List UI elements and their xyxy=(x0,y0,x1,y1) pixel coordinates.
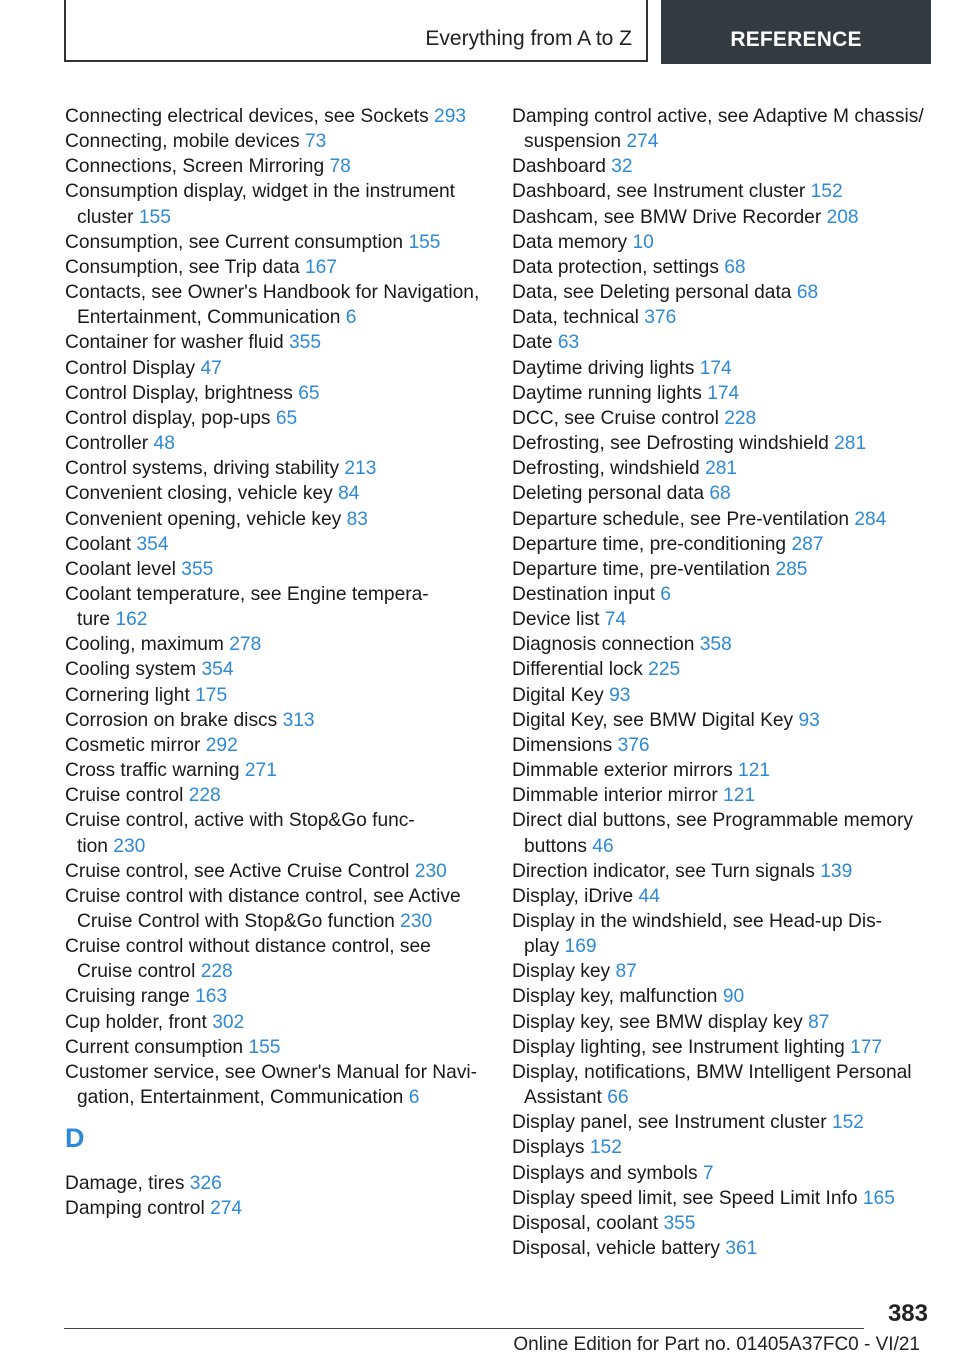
index-entry xyxy=(512,557,932,582)
page-reference-link[interactable]: 228 xyxy=(188,785,221,807)
page-reference-link[interactable]: 6 xyxy=(660,583,671,605)
index-entry-text: Assistant xyxy=(524,1087,602,1109)
index-entry xyxy=(512,657,932,682)
page-reference-link[interactable]: 162 xyxy=(115,609,148,631)
index-entry xyxy=(512,255,932,280)
index-entry xyxy=(512,1010,932,1035)
page-reference-link[interactable]: 361 xyxy=(725,1238,758,1260)
index-entry-text: Date xyxy=(512,332,553,354)
index-entry-text: Cup holder, front xyxy=(65,1011,207,1033)
index-entry xyxy=(512,305,932,330)
page-reference-link[interactable]: 6 xyxy=(345,307,357,329)
page-reference-link[interactable]: 287 xyxy=(791,533,824,555)
page-reference-link[interactable]: 278 xyxy=(229,634,262,656)
index-entry-text: Cruise control xyxy=(65,785,184,807)
index-entry-text: Display panel, see Instrument cluster xyxy=(512,1112,827,1134)
index-entry-text: Data, technical xyxy=(512,307,639,329)
index-entry-text: Diagnosis connection xyxy=(512,634,695,656)
page-reference-link[interactable]: 155 xyxy=(138,206,171,228)
index-entry xyxy=(512,456,932,481)
index-entry xyxy=(65,859,485,884)
index-entry xyxy=(512,909,932,959)
index-entry xyxy=(65,1035,485,1060)
index-entry-text: Destination input xyxy=(512,583,655,605)
index-entry-text: Display, iDrive xyxy=(512,885,634,907)
page-reference-link[interactable]: 48 xyxy=(153,433,175,455)
page-reference-link[interactable]: 284 xyxy=(854,508,887,530)
index-entry-text: Cross traffic warning xyxy=(65,760,240,782)
page-reference-link[interactable]: 355 xyxy=(181,558,214,580)
edition-footer: Online Edition for Part no. 01405A37FC0 - VI/21 xyxy=(513,1334,920,1355)
page-reference-link[interactable]: 93 xyxy=(798,709,820,731)
page-number: 383 xyxy=(887,1300,928,1327)
page-reference-link[interactable]: 65 xyxy=(275,407,298,429)
index-entry-text: Convenient closing, vehicle key xyxy=(65,483,333,505)
page-reference-link[interactable]: 90 xyxy=(722,986,745,1008)
index-entry xyxy=(65,1196,485,1221)
index-entry xyxy=(65,808,485,858)
index-entry-text: Controller xyxy=(65,433,149,455)
index-entry xyxy=(512,683,932,708)
index-entry xyxy=(512,406,932,431)
page-reference-link[interactable]: 174 xyxy=(707,382,740,404)
page-header xyxy=(64,0,931,64)
index-column-left xyxy=(65,104,485,1222)
page-reference-link[interactable]: 87 xyxy=(615,961,637,983)
page-reference-link[interactable]: 169 xyxy=(564,936,597,958)
page-reference-link[interactable]: 155 xyxy=(408,231,441,253)
index-entry-text: Consumption, see Current consumption xyxy=(65,231,404,253)
index-entry-text: Daytime driving lights xyxy=(512,357,695,379)
index-entry-text: Dashcam, see BMW Drive Recorder xyxy=(512,206,822,228)
page-reference-link[interactable]: 155 xyxy=(248,1036,281,1058)
index-entry-text: Convenient opening, vehicle key xyxy=(65,508,342,530)
index-entry xyxy=(512,984,932,1009)
page-reference-link[interactable]: 165 xyxy=(862,1187,895,1209)
index-entry xyxy=(512,154,932,179)
index-entry-text: Defrosting, windshield xyxy=(512,458,700,480)
index-entry xyxy=(512,230,932,255)
page-reference-link[interactable]: 292 xyxy=(205,734,238,756)
index-entry xyxy=(65,154,485,179)
index-column-right xyxy=(512,104,932,1261)
index-entry xyxy=(65,431,485,456)
index-entry-text: Container for washer fluid xyxy=(65,332,284,354)
page-reference-link[interactable]: 326 xyxy=(189,1173,222,1195)
index-entry xyxy=(512,1236,932,1261)
page-reference-link[interactable]: 358 xyxy=(699,634,732,656)
index-entry-text: Corrosion on brake discs xyxy=(65,709,278,731)
index-entry-text: Differential lock xyxy=(512,659,643,681)
page-reference-link[interactable]: 354 xyxy=(201,659,234,681)
page-reference-link[interactable]: 376 xyxy=(644,307,677,329)
page-reference-link[interactable]: 139 xyxy=(820,860,853,882)
index-entry xyxy=(512,783,932,808)
index-entry xyxy=(65,255,485,280)
index-entry xyxy=(65,557,485,582)
header-frame xyxy=(64,0,648,62)
index-entry xyxy=(65,758,485,783)
index-entry-text: Control Display, brightness xyxy=(65,382,293,404)
index-entry xyxy=(65,1060,485,1110)
index-entry xyxy=(65,280,485,330)
index-entry-text: Coolant temperature, see Engine tempera- xyxy=(65,583,429,605)
index-entry-text: Display in the windshield, see Head-up Dis- xyxy=(512,911,883,932)
index-entry-text: Dashboard xyxy=(512,156,606,178)
index-entry-text: gation, Entertainment, Communication xyxy=(77,1087,404,1109)
page-reference-link[interactable]: 175 xyxy=(195,684,228,706)
index-entry xyxy=(512,179,932,204)
index-letter-heading: D xyxy=(65,1123,85,1154)
page-reference-link[interactable]: 281 xyxy=(834,433,867,455)
page-reference-link[interactable]: 68 xyxy=(724,256,746,278)
section-title: Everything from A to Z xyxy=(425,27,632,50)
index-entry-text: Consumption display, widget in the instrument xyxy=(65,181,455,203)
index-entry-text: Connecting electrical devices, see Sockets xyxy=(65,106,429,127)
index-entry-text: Cruise control with distance control, see Active xyxy=(65,885,461,907)
index-entry-text: Data protection, settings xyxy=(512,256,719,278)
index-entry xyxy=(512,632,932,657)
page-reference-link[interactable]: 228 xyxy=(724,407,757,429)
page-reference-link[interactable]: 93 xyxy=(609,684,631,706)
page-reference-link[interactable]: 44 xyxy=(638,885,660,907)
index-entry-text: Dimmable interior mirror xyxy=(512,785,718,807)
page-reference-link[interactable]: 74 xyxy=(604,609,627,631)
footer-divider xyxy=(64,1328,864,1329)
page-reference-link[interactable]: 302 xyxy=(212,1011,245,1033)
index-entry xyxy=(65,330,485,355)
index-entry xyxy=(512,582,932,607)
index-entry xyxy=(512,758,932,783)
page-reference-link[interactable]: 230 xyxy=(400,911,433,932)
index-entry-text: Control display, pop-ups xyxy=(65,407,271,429)
page-reference-link[interactable]: 376 xyxy=(617,734,650,756)
page-reference-link[interactable]: 65 xyxy=(298,382,320,404)
index-entry xyxy=(65,783,485,808)
page-reference-link[interactable]: 47 xyxy=(200,357,222,379)
index-entry-text: Current consumption xyxy=(65,1036,244,1058)
index-entry xyxy=(512,532,932,557)
page-reference-link[interactable]: 281 xyxy=(705,458,738,480)
index-entry-text: Direction indicator, see Turn signals xyxy=(512,860,815,882)
index-entry-text: Departure time, pre-conditioning xyxy=(512,533,787,555)
index-entry-text: Damping control xyxy=(65,1198,205,1220)
page-reference-link[interactable]: 121 xyxy=(738,760,771,782)
page-reference-link[interactable]: 274 xyxy=(210,1198,243,1220)
index-entry xyxy=(512,104,932,154)
page-reference-link[interactable]: 163 xyxy=(195,986,228,1008)
index-entry-text: Direct dial buttons, see Programmable memory xyxy=(512,810,913,832)
index-entry-text: Connecting, mobile devices xyxy=(65,131,300,153)
index-entry-text: Data, see Deleting personal data xyxy=(512,282,792,304)
page-reference-link[interactable]: 271 xyxy=(244,760,277,782)
page-reference-link[interactable]: 285 xyxy=(775,558,808,580)
page-reference-link[interactable]: 274 xyxy=(626,131,659,153)
index-entry xyxy=(512,1211,932,1236)
index-entry xyxy=(512,1186,932,1211)
index-entry xyxy=(512,708,932,733)
index-entry xyxy=(65,104,485,129)
index-entry xyxy=(512,280,932,305)
index-entry xyxy=(65,1010,485,1035)
index-entry-text: Departure schedule, see Pre-ventilation xyxy=(512,508,850,530)
index-entry xyxy=(512,381,932,406)
page-reference-link[interactable]: 87 xyxy=(808,1011,830,1033)
index-entry xyxy=(512,1161,932,1186)
index-entry xyxy=(65,708,485,733)
index-entry xyxy=(512,959,932,984)
index-entry xyxy=(65,456,485,481)
index-entry-text: Connections, Screen Mirroring xyxy=(65,156,325,178)
index-entry xyxy=(65,934,485,984)
index-entry-text: Dashboard, see Instrument cluster xyxy=(512,181,806,203)
index-entry-text: Dimmable exterior mirrors xyxy=(512,760,733,782)
index-entry-text: Data memory xyxy=(512,231,628,253)
index-entry-text: Coolant xyxy=(65,533,132,555)
index-entry xyxy=(512,1035,932,1060)
index-entry-text: Control systems, driving stability xyxy=(65,458,340,480)
page-reference-link[interactable]: 73 xyxy=(305,131,327,153)
index-entry-text: Display key, see BMW display key xyxy=(512,1011,803,1033)
index-entry xyxy=(65,230,485,255)
reference-tab-label: REFERENCE xyxy=(730,28,862,51)
index-entry xyxy=(512,481,932,506)
index-entry xyxy=(65,406,485,431)
index-entry-text: Daytime running lights xyxy=(512,382,702,404)
index-entry-text: suspension xyxy=(524,131,622,153)
index-entry xyxy=(65,683,485,708)
index-entry-text: Cooling, maximum xyxy=(65,634,224,656)
page-reference-link[interactable]: 230 xyxy=(414,860,447,882)
page-reference-link[interactable]: 68 xyxy=(709,483,731,505)
page-reference-link[interactable]: 83 xyxy=(346,508,368,530)
index-entry-text: Display speed limit, see Speed Limit Info xyxy=(512,1187,858,1209)
index-entry xyxy=(512,431,932,456)
index-entry xyxy=(65,179,485,229)
index-entry-text: Customer service, see Owner's Manual for Navi- xyxy=(65,1061,478,1083)
index-entry-text: Damping control active, see Adaptive M chassis/ xyxy=(512,106,924,127)
index-entry-text: Coolant level xyxy=(65,558,176,580)
page-reference-link[interactable]: 225 xyxy=(648,659,681,681)
index-entry-text: Departure time, pre-ventilation xyxy=(512,558,771,580)
index-entry-text: Disposal, vehicle battery xyxy=(512,1238,720,1260)
index-entry xyxy=(512,1060,932,1110)
index-entry xyxy=(65,984,485,1009)
index-entry-text: cluster xyxy=(77,206,134,228)
index-entry-text: Cornering light xyxy=(65,684,190,706)
index-entry xyxy=(65,733,485,758)
index-entry xyxy=(65,582,485,632)
index-entry-text: Contacts, see Owner's Handbook for Navigation, xyxy=(65,282,480,304)
index-entry-text: Damage, tires xyxy=(65,1173,185,1195)
index-entry-text: Dimensions xyxy=(512,734,613,756)
index-entry-text: Defrosting, see Defrosting windshield xyxy=(512,433,829,455)
index-entry xyxy=(512,733,932,758)
page-reference-link[interactable]: 354 xyxy=(136,533,169,555)
index-entry-text: Device list xyxy=(512,609,600,631)
page-reference-link[interactable]: 6 xyxy=(408,1087,420,1109)
index-entry-text: tion xyxy=(77,835,108,857)
index-entry xyxy=(65,532,485,557)
page-reference-link[interactable]: 121 xyxy=(723,785,756,807)
index-entry-text: DCC, see Cruise control xyxy=(512,407,719,429)
index-entry-text: Cruise control, active with Stop&Go func- xyxy=(65,810,415,832)
index-entry xyxy=(512,808,932,858)
index-entry-text: Cruise control without distance control, see xyxy=(65,936,431,958)
index-entry-text: Display key xyxy=(512,961,611,983)
index-entry xyxy=(65,481,485,506)
index-entry-text: Displays and symbols xyxy=(512,1162,698,1184)
index-entry xyxy=(65,381,485,406)
page-reference-link[interactable]: 228 xyxy=(200,961,233,983)
index-entry-text: buttons xyxy=(524,835,587,857)
index-entry xyxy=(65,657,485,682)
page-reference-link[interactable]: 152 xyxy=(831,1112,864,1134)
index-entry xyxy=(512,1135,932,1160)
index-entry-text: Display, notifications, BMW Intelligent Personal xyxy=(512,1061,912,1083)
index-entry xyxy=(65,356,485,381)
page-reference-link[interactable]: 208 xyxy=(826,206,859,228)
page-reference-link[interactable]: 167 xyxy=(305,256,338,278)
index-entry xyxy=(65,1171,485,1196)
index-entry-text: Display lighting, see Instrument lighting xyxy=(512,1036,845,1058)
index-entry xyxy=(65,884,485,934)
page-reference-link[interactable]: 10 xyxy=(632,231,654,253)
index-entry-text: Cosmetic mirror xyxy=(65,734,201,756)
index-entry-text: Cruise Control with Stop&Go function xyxy=(77,911,395,932)
page-reference-link[interactable]: 355 xyxy=(663,1212,696,1234)
index-entry-text: Cruising range xyxy=(65,986,190,1008)
index-entry-text: Entertainment, Communication xyxy=(77,307,341,329)
index-entry xyxy=(512,607,932,632)
index-entry-text: Digital Key xyxy=(512,684,604,706)
page-reference-link[interactable]: 78 xyxy=(329,156,351,178)
index-entry xyxy=(512,1110,932,1135)
page-reference-link[interactable]: 7 xyxy=(702,1162,714,1184)
index-entry-text: Cruise control xyxy=(77,961,196,983)
index-entry-text: Disposal, coolant xyxy=(512,1212,659,1234)
index-entry-text: Displays xyxy=(512,1137,585,1159)
page-reference-link[interactable]: 174 xyxy=(699,357,732,379)
index-entry-text: Control Display xyxy=(65,357,196,379)
page-reference-link[interactable]: 152 xyxy=(589,1137,622,1159)
page-reference-link[interactable]: 355 xyxy=(288,332,321,354)
index-entry-text: Consumption, see Trip data xyxy=(65,256,300,278)
page-reference-link[interactable]: 152 xyxy=(810,181,843,203)
index-entry-text: Digital Key, see BMW Digital Key xyxy=(512,709,794,731)
page-reference-link[interactable]: 230 xyxy=(113,835,146,857)
page-reference-link[interactable]: 46 xyxy=(592,835,614,857)
index-entry xyxy=(65,507,485,532)
page-reference-link[interactable]: 213 xyxy=(344,458,377,480)
page-reference-link[interactable]: 66 xyxy=(607,1087,629,1109)
reference-tab xyxy=(661,0,931,64)
index-entry xyxy=(512,330,932,355)
index-entry xyxy=(512,859,932,884)
page-reference-link[interactable]: 293 xyxy=(434,106,467,127)
index-entry-text: ture xyxy=(77,609,111,631)
index-entry-text: play xyxy=(524,936,560,958)
page-reference-link[interactable]: 68 xyxy=(796,282,819,304)
index-entry-text: Deleting personal data xyxy=(512,483,705,505)
index-entry xyxy=(65,632,485,657)
page-reference-link[interactable]: 177 xyxy=(850,1036,883,1058)
index-entry xyxy=(512,884,932,909)
index-entry-text: Cruise control, see Active Cruise Control xyxy=(65,860,410,882)
page-reference-link[interactable]: 313 xyxy=(282,709,315,731)
page-reference-link[interactable]: 63 xyxy=(557,332,580,354)
index-entry-text: Display key, malfunction xyxy=(512,986,718,1008)
index-entry xyxy=(65,129,485,154)
index-entry xyxy=(512,356,932,381)
index-entry xyxy=(512,507,932,532)
index-entry xyxy=(512,205,932,230)
page-reference-link[interactable]: 32 xyxy=(611,156,633,178)
index-entry-text: Cooling system xyxy=(65,659,197,681)
page-reference-link[interactable]: 84 xyxy=(338,483,360,505)
